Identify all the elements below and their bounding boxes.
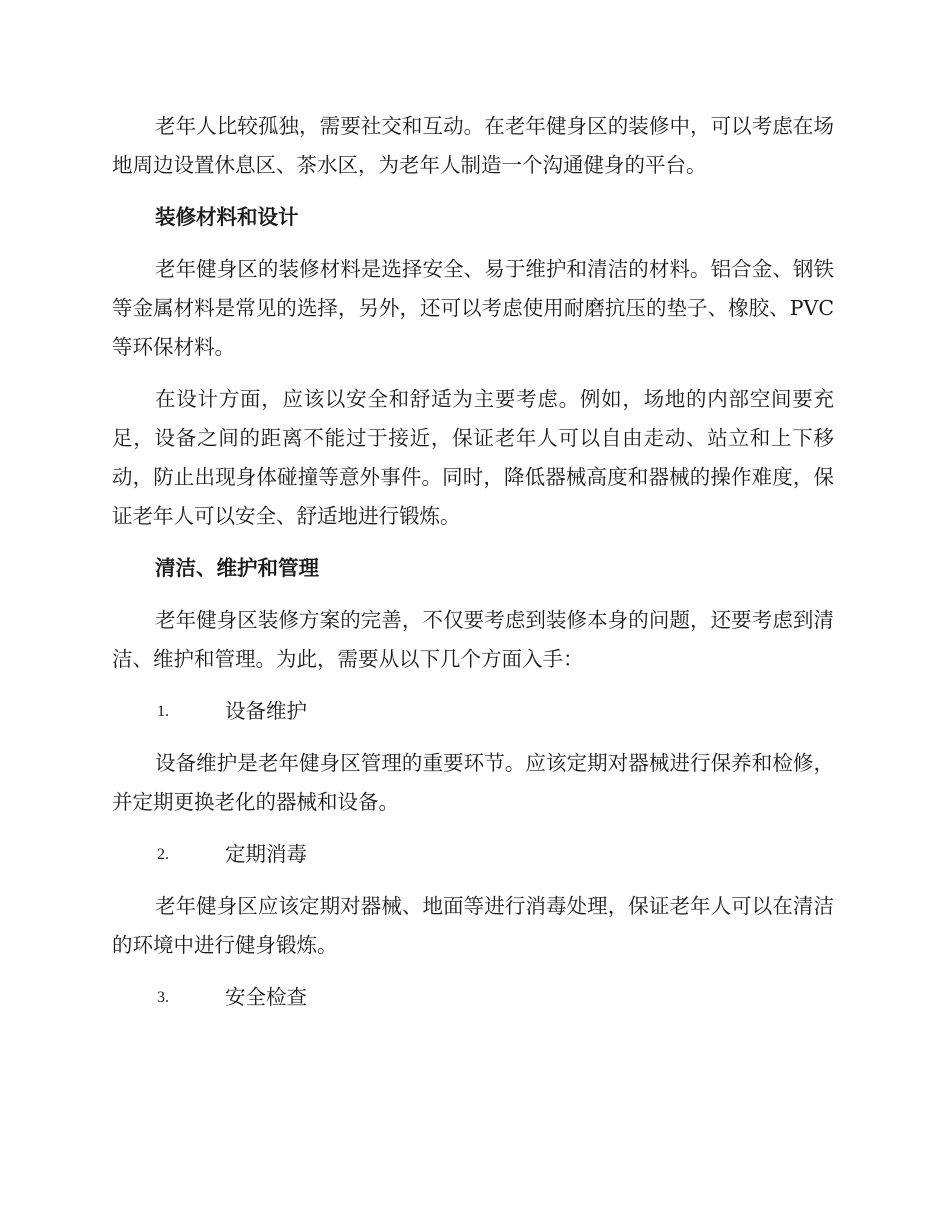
paragraph-equipment: 设备维护是老年健身区管理的重要环节。应该定期对器械进行保养和检修，并定期更换老化的器械和设备。 <box>112 751 834 814</box>
list-item-label: 定期消毒 <box>225 842 307 866</box>
list-number: 3. <box>157 989 169 1006</box>
section-heading-materials: 装修材料和设计 <box>155 205 299 229</box>
paragraph-maintenance-intro: 老年健身区装修方案的完善，不仅要考虑到装修本身的问题，还要考虑到清洁、维护和管理。为此，需要从以下几个方面入手： <box>112 608 834 671</box>
section-heading-maintenance: 清洁、维护和管理 <box>155 556 319 580</box>
paragraph-materials: 老年健身区的装修材料是选择安全、易于维护和清洁的材料。铝合金、钢铁等金属材料是常见的选择，另外，还可以考虑使用耐磨抗压的垫子、橡胶、PVC等环保材料。 <box>112 257 834 359</box>
paragraph-social: 老年人比较孤独，需要社交和互动。在老年健身区的装修中，可以考虑在场地周边设置休息区、茶水区，为老年人制造一个沟通健身的平台。 <box>112 114 834 177</box>
paragraph-design: 在设计方面，应该以安全和舒适为主要考虑。例如，场地的内部空间要充足，设备之间的距离不能过于接近，保证老年人可以自由走动、站立和上下移动，防止出现身体碰撞等意外事件。同时，降低器械高度和器械的操作难度，保证老年人可以安全、舒适地进行锻炼。 <box>112 387 834 528</box>
list-item-disinfection <box>112 835 834 874</box>
list-number: 2. <box>157 846 169 863</box>
list-item-equipment <box>112 692 834 731</box>
list-item-label: 安全检查 <box>225 985 307 1009</box>
paragraph-disinfection: 老年健身区应该定期对器械、地面等进行消毒处理，保证老年人可以在清洁的环境中进行健身锻炼。 <box>112 894 834 957</box>
document-page <box>112 107 834 1030</box>
list-item-safety <box>112 978 834 1017</box>
list-number: 1. <box>157 703 169 720</box>
list-item-label: 设备维护 <box>225 699 307 723</box>
